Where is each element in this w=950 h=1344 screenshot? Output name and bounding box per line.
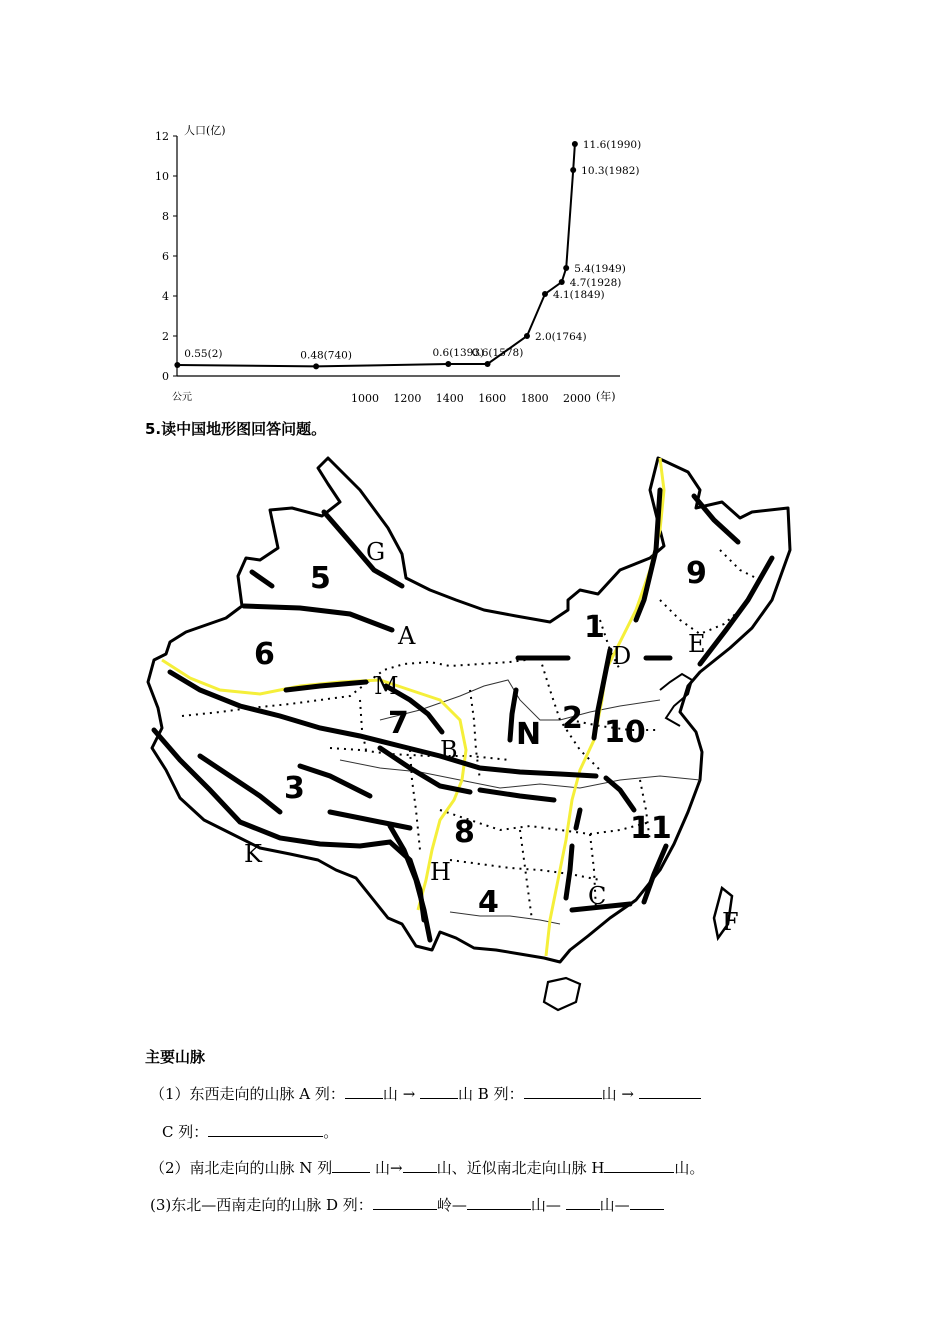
y-tick-label: 6: [162, 250, 169, 263]
mountain-3-low: [330, 812, 410, 828]
q1-text-3: 山 B 列：: [458, 1085, 524, 1103]
mountain-5-short: [252, 572, 272, 586]
region-label-8: 8: [454, 815, 475, 850]
q3-text-1: (3)东北—西南走向的山脉 D 列：: [150, 1196, 373, 1214]
q2-text-1: （2）南北走向的山脉 N 列: [150, 1159, 333, 1177]
bohai-coast: [660, 674, 692, 726]
data-label: 0.6(1393): [432, 347, 485, 359]
data-label: 0.6(1578): [471, 347, 524, 359]
y-tick-label: 8: [162, 210, 169, 223]
q2-blank-1[interactable]: [332, 1158, 370, 1173]
x-tick-label: 1400: [435, 392, 464, 405]
mountain-a: [244, 606, 392, 630]
q3-text-2: 岭—: [436, 1196, 467, 1214]
y-tick-label: 0: [162, 370, 169, 383]
mountain-letter-h: H: [430, 858, 451, 886]
data-point: [563, 265, 569, 271]
q1-text-5: C 列：: [162, 1123, 209, 1141]
section-title: 主要山脉: [145, 1048, 206, 1066]
y-tick-label: 4: [162, 290, 169, 303]
data-point: [174, 362, 180, 368]
mountain-letter-n: N: [516, 717, 542, 752]
data-point: [572, 141, 578, 147]
mountain-letter-d: D: [612, 642, 632, 670]
region-label-4: 4: [478, 885, 499, 920]
y-tick-label: 12: [155, 130, 169, 143]
data-point: [485, 361, 491, 367]
mountain-letter-m: M: [374, 672, 399, 700]
data-label: 4.1(1849): [552, 289, 605, 301]
q3-text-3: 山—: [530, 1196, 566, 1214]
q1-text-1: （1）东西走向的山脉 A 列：: [150, 1085, 345, 1103]
mountain-3-mid: [300, 766, 370, 796]
population-chart: [140, 118, 660, 418]
y-tick-label: 2: [162, 330, 169, 343]
region-label-10: 10: [604, 715, 646, 750]
china-terrain-map: [140, 450, 800, 1030]
q3-blank-3[interactable]: [566, 1195, 600, 1210]
region-label-6: 6: [254, 637, 275, 672]
q3-text-4: 山—: [599, 1196, 630, 1214]
mountain-letter-f: F: [722, 908, 739, 936]
q3-blank-2[interactable]: [467, 1195, 531, 1210]
population-line: [177, 144, 575, 366]
data-label: 5.4(1949): [574, 263, 626, 275]
mountain-3-upper: [200, 756, 280, 812]
y-axis-label: 人口(亿): [184, 124, 226, 137]
data-label: 4.7(1928): [569, 277, 622, 289]
question-1-line-2: [162, 1121, 338, 1143]
mountain-11-ridge: [644, 846, 666, 902]
y-tick-label: 10: [155, 170, 169, 183]
data-point: [559, 279, 565, 285]
region-label-7: 7: [388, 706, 409, 741]
data-label: 11.6(1990): [582, 139, 642, 151]
x-start-label: 公元: [172, 392, 192, 403]
data-label: 2.0(1764): [534, 331, 587, 343]
q3-blank-4[interactable]: [630, 1195, 664, 1210]
region-label-5: 5: [310, 561, 331, 596]
region-label-2: 2: [562, 701, 583, 736]
x-axis-label: (年): [596, 390, 616, 403]
region-label-11: 11: [630, 811, 672, 846]
mountain-luoxiao: [566, 846, 572, 898]
data-point: [524, 333, 530, 339]
data-point: [313, 363, 319, 369]
china-outline: [148, 458, 790, 962]
q1-blank-2[interactable]: [420, 1084, 458, 1099]
data-label: 0.55(2): [184, 348, 223, 360]
south-river: [450, 912, 560, 924]
data-point: [570, 167, 576, 173]
x-tick-label: 1800: [520, 392, 549, 405]
data-label: 0.48(740): [300, 349, 352, 362]
q1-text-4: 山 →: [601, 1085, 639, 1103]
mountain-letter-b: B: [440, 736, 458, 764]
mountain-g: [324, 512, 402, 586]
data-label: 10.3(1982): [581, 165, 640, 177]
q2-text-2: 山→: [370, 1159, 403, 1177]
q2-blank-3[interactable]: [604, 1158, 674, 1173]
mountain-wuyi: [576, 810, 580, 828]
mountain-letter-c: C: [588, 882, 607, 910]
data-point: [445, 361, 451, 367]
mountain-letter-e: E: [688, 630, 706, 658]
data-point: [542, 291, 548, 297]
region-label-9: 9: [686, 556, 707, 591]
x-tick-label: 1600: [478, 392, 507, 405]
question-3: [150, 1194, 664, 1216]
region-label-3: 3: [284, 771, 305, 806]
q1-blank-5[interactable]: [208, 1122, 323, 1137]
population-chart-svg: [140, 118, 660, 418]
q3-blank-1[interactable]: [373, 1195, 437, 1210]
q1-text-6: 。: [323, 1123, 339, 1141]
q1-blank-3[interactable]: [524, 1084, 602, 1099]
mountain-letter-k: K: [244, 840, 262, 868]
q1-blank-1[interactable]: [345, 1084, 383, 1099]
q2-text-3: 山、近似南北走向山脉 H: [436, 1159, 605, 1177]
x-tick-label: 1200: [393, 392, 422, 405]
hainan-island: [544, 978, 580, 1010]
region-label-1: 1: [584, 610, 605, 645]
q2-blank-2[interactable]: [403, 1158, 437, 1173]
mountain-qinling-east: [480, 790, 554, 800]
yellow-river: [380, 680, 660, 720]
x-tick-label: 2000: [563, 392, 591, 405]
q1-text-2: 山 →: [382, 1085, 421, 1103]
q1-blank-4[interactable]: [639, 1084, 701, 1099]
mountain-letter-g: G: [366, 538, 386, 566]
china-map-svg: [140, 450, 800, 1030]
x-tick-label: 1000: [351, 392, 379, 405]
mountain-10-11: [606, 778, 634, 810]
q2-text-4: 山。: [674, 1159, 705, 1177]
question-1-line-1: [150, 1083, 701, 1105]
question-2: [150, 1157, 704, 1179]
mountain-9: [700, 558, 772, 664]
question-5-heading: 5.读中国地形图回答问题。: [145, 420, 327, 438]
mountain-letter-a: A: [398, 622, 416, 650]
